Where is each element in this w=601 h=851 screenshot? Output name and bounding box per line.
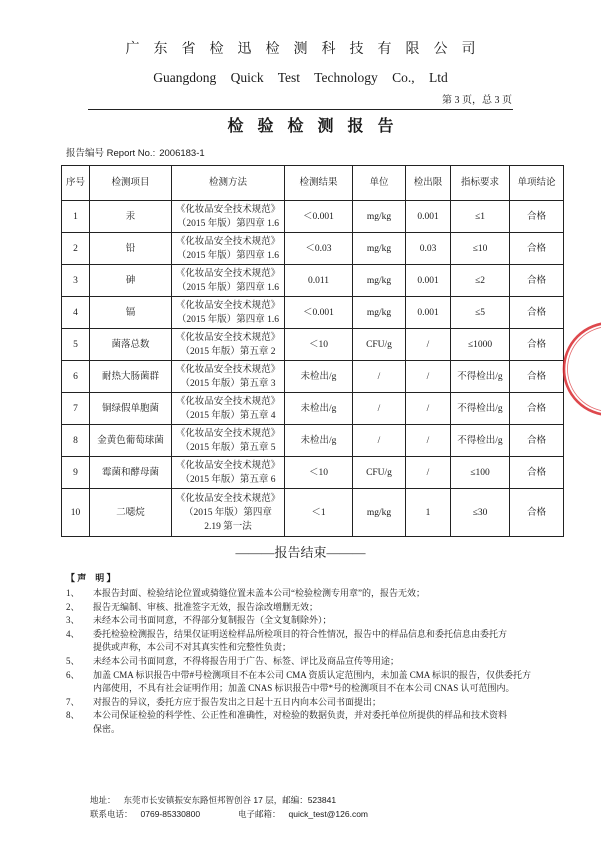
- unit-cell: CFU/g: [353, 329, 406, 361]
- unit-cell: /: [353, 425, 406, 457]
- test-result-cell: ＜0.001: [285, 297, 353, 329]
- test-result-cell: 未检出/g: [285, 393, 353, 425]
- seam-seal-stamp: [555, 318, 601, 420]
- method-line: 《化妆品安全技术规范》: [175, 396, 281, 407]
- statement-item: [66, 669, 536, 696]
- email-label: 电子邮箱：: [238, 809, 281, 819]
- test-method-cell: [172, 265, 285, 297]
- unit-cell: /: [353, 361, 406, 393]
- column-header: 单位: [353, 166, 406, 201]
- conclusion-cell: 合格: [510, 233, 564, 265]
- limit-requirement-cell: 不得检出/g: [451, 361, 510, 393]
- results-table: [61, 165, 564, 537]
- footer-phone: [90, 808, 200, 820]
- limit-requirement-cell: 不得检出/g: [451, 393, 510, 425]
- conclusion-cell: 合格: [510, 297, 564, 329]
- test-method-cell: [172, 489, 285, 537]
- statement-item: [66, 628, 536, 655]
- test-item-cell: 金黄色葡萄球菌: [90, 425, 172, 457]
- statement-line: 对报告的异议，委托方应于报告发出之日起十五日内向本公司书面提出；: [93, 696, 382, 707]
- row-number-cell: 1: [62, 201, 90, 233]
- method-line: （2015 年版）第五章 3: [180, 378, 276, 389]
- test-item-cell: 铅: [90, 233, 172, 265]
- method-line: （2015 年版）第四章 1.6: [176, 314, 280, 325]
- row-number-cell: 3: [62, 265, 90, 297]
- test-result-cell: ＜0.001: [285, 201, 353, 233]
- method-line: 《化妆品安全技术规范》: [175, 300, 281, 311]
- test-method-cell: [172, 201, 285, 233]
- limit-requirement-cell: ≤1: [451, 201, 510, 233]
- statement-line: 未经本公司书面同意，不得部分复制报告（全文复制除外）；: [93, 615, 332, 626]
- test-method-cell: [172, 297, 285, 329]
- row-number-cell: 5: [62, 329, 90, 361]
- detection-limit-cell: /: [406, 457, 451, 489]
- method-line: （2015 年版）第四章 1.6: [176, 218, 280, 229]
- table-row: [62, 297, 564, 329]
- statement-item-number: 1、: [66, 588, 80, 598]
- statement-line: 提供或声称，本公司不对其真实性和完整性负责；: [93, 642, 292, 653]
- statement-item-text: [93, 655, 399, 669]
- row-number-cell: 4: [62, 297, 90, 329]
- detection-limit-cell: 0.03: [406, 233, 451, 265]
- test-item-cell: 汞: [90, 201, 172, 233]
- column-header: 单项结论: [510, 166, 564, 201]
- statement-line: 报告无编制、审核、批准签字无效，报告涂改增删无效；: [93, 601, 319, 612]
- page-indicator: 第 3 页，总 3 页: [442, 95, 512, 106]
- report-end-mark: ———报告结束———: [235, 545, 366, 560]
- table-row: [62, 393, 564, 425]
- statement-line: 内部使用，不具有社会证明作用；加盖 CNAS 标识报告中带*号的检测项目不在本公司 CNAS 认可范围内。: [93, 683, 515, 694]
- seal-inner-ring: [568, 327, 601, 412]
- statement-item-number: 6、: [66, 669, 80, 680]
- method-line: 《化妆品安全技术规范》: [175, 428, 281, 439]
- unit-cell: /: [353, 393, 406, 425]
- test-item-cell: 霉菌和酵母菌: [90, 457, 172, 489]
- unit-cell: mg/kg: [353, 297, 406, 329]
- detection-limit-cell: 0.001: [406, 297, 451, 329]
- test-method-cell: [172, 361, 285, 393]
- table-row: [62, 233, 564, 265]
- statement-item-number: 2、: [66, 601, 80, 612]
- row-number-cell: 9: [62, 457, 90, 489]
- test-result-cell: ＜0.03: [285, 233, 353, 265]
- detection-limit-cell: /: [406, 425, 451, 457]
- test-result-cell: ＜10: [285, 329, 353, 361]
- test-item-cell: 二噁烷: [90, 489, 172, 537]
- test-method-cell: [172, 425, 285, 457]
- row-number-cell: 6: [62, 361, 90, 393]
- method-line: （2015 年版）第四章 1.6: [176, 282, 280, 293]
- statement-line: 本公司保证检验的科学性、公正性和准确性，对检验的数据负责，并对委托单位所提供的样品和技术资料: [93, 710, 508, 721]
- test-result-cell: ＜10: [285, 457, 353, 489]
- conclusion-cell: 合格: [510, 265, 564, 297]
- test-method-cell: [172, 329, 285, 361]
- detection-limit-cell: /: [406, 329, 451, 361]
- results-table-body: [62, 201, 564, 537]
- statement-item: [66, 655, 536, 669]
- statement-item-text: [93, 669, 531, 696]
- column-header: 检测结果: [285, 166, 353, 201]
- email-value: quick_test@126.com: [288, 809, 369, 819]
- column-header: 检测方法: [172, 166, 285, 201]
- report-number-label: 报告编号 Report No.:: [66, 148, 156, 159]
- conclusion-cell: 合格: [510, 425, 564, 457]
- test-method-cell: [172, 457, 285, 489]
- method-line: 《化妆品安全技术规范》: [175, 332, 281, 343]
- limit-requirement-cell: ≤2: [451, 265, 510, 297]
- method-line: 《化妆品安全技术规范》: [175, 236, 281, 247]
- footer-address: [90, 794, 336, 806]
- method-line: 《化妆品安全技术规范》: [175, 460, 281, 471]
- statement-item-number: 7、: [66, 696, 80, 707]
- table-row: [62, 457, 564, 489]
- method-line: （2015 年版）第五章 4: [180, 410, 276, 421]
- address-label: 地址：: [90, 795, 116, 805]
- statement-item-text: [93, 709, 507, 736]
- method-line: （2015 年版）第五章 2: [180, 346, 276, 357]
- statement-item: [66, 614, 536, 628]
- address-value: 东莞市长安镇振安东路恒邦智创谷 17 层，邮编：523841: [123, 795, 337, 805]
- test-item-cell: 菌落总数: [90, 329, 172, 361]
- statement-line: 加盖 CMA 标识报告中带#号检测项目不在本公司 CMA 资质认定范围内，未加盖 CMA 标识的报告，仅供委托方: [93, 669, 532, 680]
- statement-section: [66, 572, 536, 737]
- method-line: （2015 年版）第四章: [184, 507, 272, 518]
- test-result-cell: 0.011: [285, 265, 353, 297]
- unit-cell: mg/kg: [353, 489, 406, 537]
- method-line: 《化妆品安全技术规范》: [175, 204, 281, 215]
- test-item-cell: 砷: [90, 265, 172, 297]
- limit-requirement-cell: ≤1000: [451, 329, 510, 361]
- limit-requirement-cell: ≤30: [451, 489, 510, 537]
- row-number-cell: 7: [62, 393, 90, 425]
- phone-value: 0769-85330800: [140, 809, 201, 819]
- table-row: [62, 361, 564, 393]
- conclusion-cell: 合格: [510, 457, 564, 489]
- statement-line: 委托检验检测报告，结果仅证明送检样品所检项目的符合性情况，报告中的样品信息和委托信息由委托方: [93, 628, 508, 639]
- statement-item-number: 8、: [66, 710, 80, 721]
- detection-limit-cell: 1: [406, 489, 451, 537]
- test-method-cell: [172, 393, 285, 425]
- test-result-cell: ＜1: [285, 489, 353, 537]
- statement-item-text: [93, 696, 381, 710]
- test-result-cell: 未检出/g: [285, 425, 353, 457]
- phone-label: 联系电话：: [90, 809, 133, 819]
- statement-heading: 【 声 明 】: [66, 573, 116, 583]
- statement-line: 未经本公司书面同意，不得将报告用于广告、标签、评比及商品宣传等用途；: [93, 655, 400, 666]
- row-number-cell: 10: [62, 489, 90, 537]
- column-header: 检测项目: [90, 166, 172, 201]
- test-method-cell: [172, 233, 285, 265]
- statement-item: [66, 696, 536, 710]
- statement-item-number: 4、: [66, 628, 80, 639]
- statement-item: [66, 587, 536, 601]
- method-line: （2015 年版）第五章 5: [180, 442, 276, 453]
- detection-limit-cell: 0.001: [406, 201, 451, 233]
- table-header-row: [62, 166, 564, 201]
- test-result-cell: 未检出/g: [285, 361, 353, 393]
- column-header: 检出限: [406, 166, 451, 201]
- statement-item-text: [93, 601, 318, 615]
- statement-item-text: [93, 587, 425, 601]
- detection-limit-cell: /: [406, 361, 451, 393]
- method-line: 《化妆品安全技术规范》: [175, 493, 281, 504]
- statement-line: 本报告封面、检验结论位置或骑缝位置未盖本公司“检验检测专用章”的，报告无效；: [93, 588, 425, 598]
- test-item-cell: 镉: [90, 297, 172, 329]
- unit-cell: mg/kg: [353, 265, 406, 297]
- detection-limit-cell: 0.001: [406, 265, 451, 297]
- method-line: 《化妆品安全技术规范》: [175, 268, 281, 279]
- column-header: 序号: [62, 166, 90, 201]
- company-name-english: Guangdong Quick Test Technology Co., Ltd: [153, 70, 448, 85]
- table-row: [62, 265, 564, 297]
- unit-cell: mg/kg: [353, 233, 406, 265]
- statement-list: [66, 587, 536, 737]
- table-row: [62, 329, 564, 361]
- unit-cell: CFU/g: [353, 457, 406, 489]
- table-row: [62, 425, 564, 457]
- conclusion-cell: 合格: [510, 489, 564, 537]
- statement-line: 保密。: [93, 723, 121, 734]
- method-line: 《化妆品安全技术规范》: [175, 364, 281, 375]
- method-line: （2015 年版）第四章 1.6: [176, 250, 280, 261]
- statement-item-number: 3、: [66, 615, 80, 626]
- conclusion-cell: 合格: [510, 361, 564, 393]
- conclusion-cell: 合格: [510, 201, 564, 233]
- footer-email: [238, 808, 368, 820]
- test-item-cell: 耐热大肠菌群: [90, 361, 172, 393]
- statement-item: [66, 709, 536, 736]
- limit-requirement-cell: 不得检出/g: [451, 425, 510, 457]
- company-name-chinese: 广东省检迅检测科技有限公司: [125, 42, 490, 57]
- statement-item-text: [93, 628, 507, 655]
- detection-limit-cell: /: [406, 393, 451, 425]
- row-number-cell: 2: [62, 233, 90, 265]
- report-number-value: 2006183-1: [159, 148, 205, 159]
- row-number-cell: 8: [62, 425, 90, 457]
- limit-requirement-cell: ≤10: [451, 233, 510, 265]
- report-number: [66, 147, 205, 160]
- method-line: （2015 年版）第五章 6: [180, 474, 276, 485]
- statement-item-number: 5、: [66, 655, 80, 666]
- statement-item-text: [93, 614, 332, 628]
- limit-requirement-cell: ≤100: [451, 457, 510, 489]
- limit-requirement-cell: ≤5: [451, 297, 510, 329]
- column-header: 指标要求: [451, 166, 510, 201]
- unit-cell: mg/kg: [353, 201, 406, 233]
- conclusion-cell: 合格: [510, 329, 564, 361]
- table-row: [62, 489, 564, 537]
- statement-item: [66, 601, 536, 615]
- header-divider: [88, 109, 513, 110]
- report-title: 检验检测报告: [227, 118, 408, 135]
- test-item-cell: 铜绿假单胞菌: [90, 393, 172, 425]
- method-line: 2.19 第一法: [204, 521, 252, 532]
- conclusion-cell: 合格: [510, 393, 564, 425]
- table-row: [62, 201, 564, 233]
